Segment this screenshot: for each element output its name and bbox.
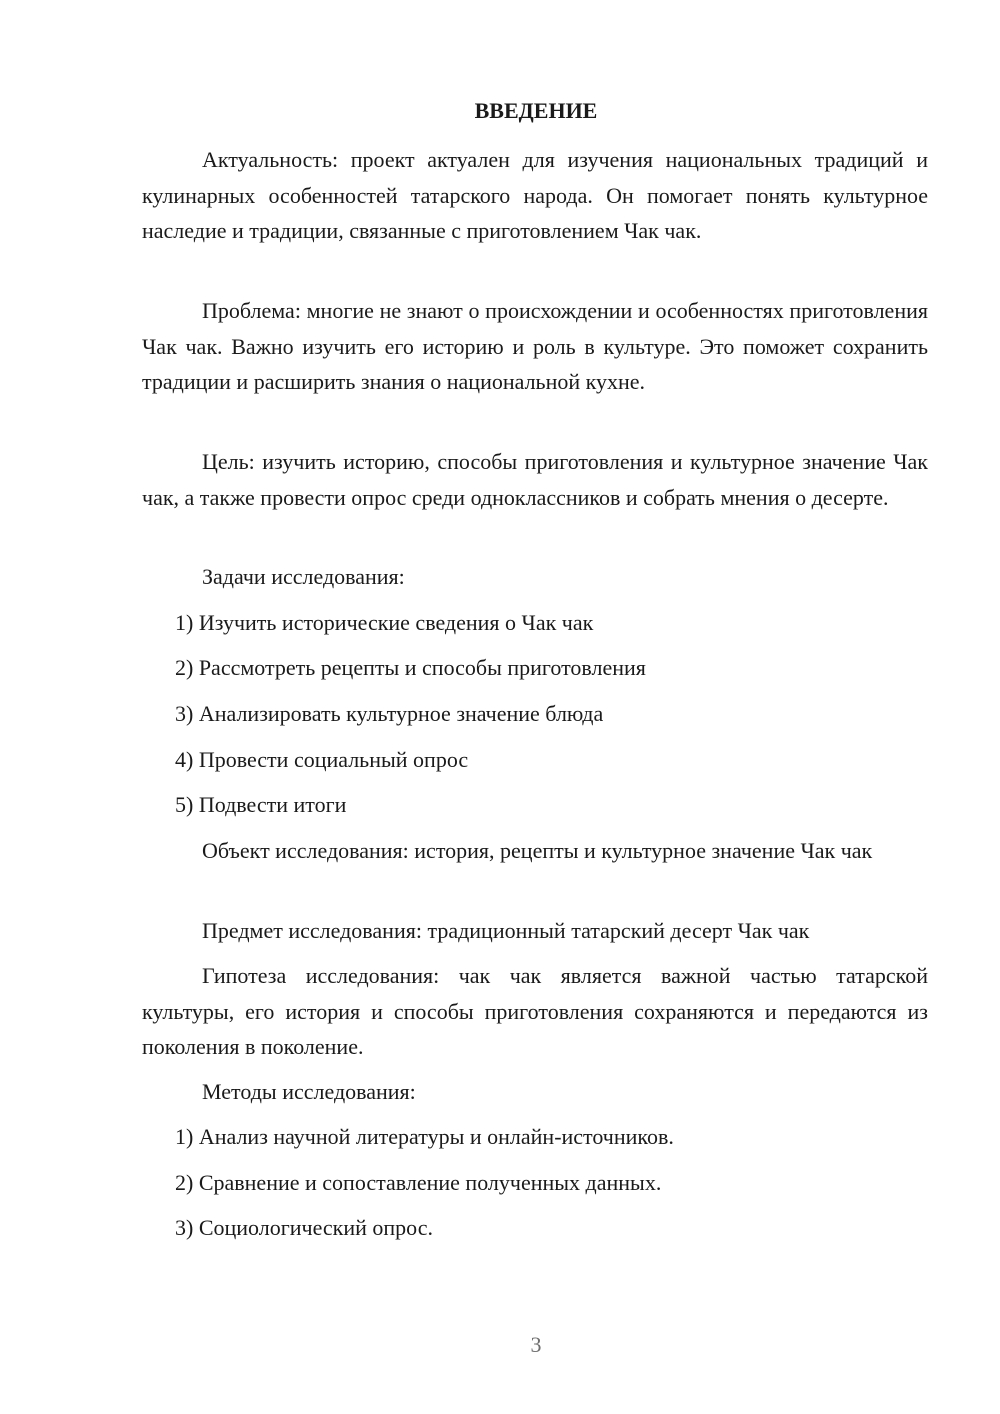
paragraph-problem: Проблема: многие не знают о происхождении и особенностях приготовления Чак чак. Важно изучить его историю и роль в культуре. Это поможет сохранить традиции и расширить знания о национальной кухне. bbox=[142, 298, 928, 394]
task-item: 4) Провести социальный опрос bbox=[175, 747, 469, 772]
methods-title: Методы исследования: bbox=[202, 1079, 416, 1104]
paragraph-goal: Цель: изучить историю, способы приготовления и культурное значение Чак чак, а также провести опрос среди одноклассников и собрать мнения о десерте. bbox=[142, 449, 928, 510]
section-heading: ВВЕДЕНИЕ bbox=[474, 98, 598, 123]
paragraph-hypothesis: Гипотеза исследования: чак чак является важной частью татарской культуры, его история и способы приготовления сохраняются и передаются из поколения в поколение. bbox=[142, 963, 928, 1059]
page-number: 3 bbox=[530, 1332, 542, 1357]
method-item: 3) Социологический опрос. bbox=[175, 1215, 433, 1240]
method-item: 1) Анализ научной литературы и онлайн-источников. bbox=[175, 1124, 674, 1149]
task-item: 2) Рассмотреть рецепты и способы приготовления bbox=[175, 655, 646, 680]
paragraph-relevance: Актуальность: проект актуален для изучения национальных традиций и кулинарных особенностей татарского народа. Он помогает понять культурное наследие и традиции, связанные с приготовлением Чак чак. bbox=[142, 147, 928, 243]
paragraph-object: Объект исследования: история, рецепты и культурное значение Чак чак bbox=[202, 838, 873, 863]
task-item: 1) Изучить исторические сведения о Чак чак bbox=[175, 610, 594, 635]
task-item: 3) Анализировать культурное значение блюда bbox=[175, 701, 604, 726]
method-item: 2) Сравнение и сопоставление полученных данных. bbox=[175, 1170, 662, 1195]
paragraph-subject: Предмет исследования: традиционный татарский десерт Чак чак bbox=[202, 918, 810, 943]
tasks-title: Задачи исследования: bbox=[202, 564, 405, 589]
task-item: 5) Подвести итоги bbox=[175, 792, 347, 817]
